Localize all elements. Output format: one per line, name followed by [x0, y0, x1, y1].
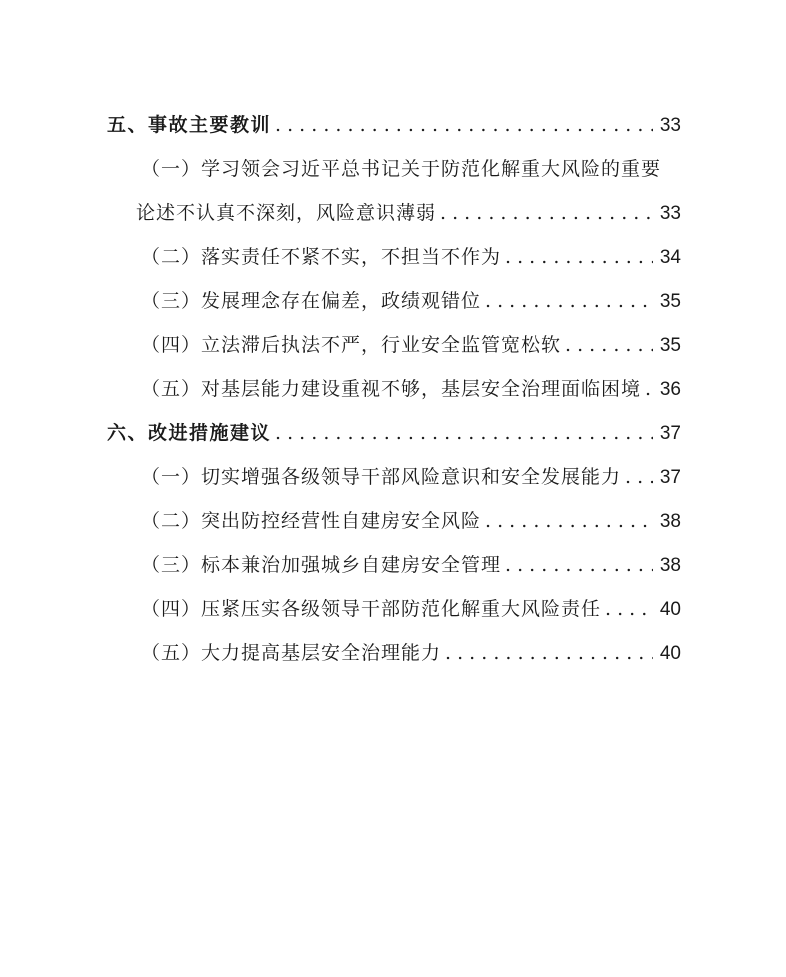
dot-leader — [275, 418, 653, 448]
toc-entry-6-3[interactable] — [141, 550, 681, 580]
toc-page-number: 37 — [659, 467, 681, 488]
dot-leader — [645, 374, 653, 404]
dot-leader — [275, 110, 653, 140]
toc-entry-6-2[interactable] — [141, 506, 681, 536]
toc-item-title: （四）压紧压实各级领导干部防范化解重大风险责任 — [141, 598, 602, 620]
toc-page-number: 33 — [659, 203, 681, 224]
toc-page-number: 40 — [659, 599, 681, 620]
toc-page-number: 35 — [659, 335, 681, 356]
dot-leader — [485, 506, 653, 536]
toc-item-title-continued: 论述不认真不深刻，风险意识薄弱 — [136, 202, 437, 224]
toc-page-number: 38 — [659, 511, 681, 532]
toc-item-title: （三）发展理念存在偏差，政绩观错位 — [141, 290, 482, 312]
dot-leader — [625, 462, 653, 492]
dot-leader — [505, 550, 653, 580]
toc-page-number: 33 — [659, 115, 681, 136]
toc-section-title: 五、事故主要教训 — [107, 114, 272, 136]
toc-page-number: 38 — [659, 555, 681, 576]
toc-entry-5-1-line1[interactable] — [141, 154, 681, 184]
dot-leader — [605, 594, 653, 624]
toc-item-title: （一）切实增强各级领导干部风险意识和安全发展能力 — [141, 466, 622, 488]
toc-entry-6-1[interactable] — [141, 462, 681, 492]
toc-entry-5-3[interactable] — [141, 286, 681, 316]
dot-leader — [565, 330, 653, 360]
dot-leader — [505, 242, 653, 272]
toc-entry-5-2[interactable] — [141, 242, 681, 272]
toc-item-title: （四）立法滞后执法不严，行业安全监管宽松软 — [141, 334, 562, 356]
toc-item-title: （五）对基层能力建设重视不够，基层安全治理面临困境 — [141, 378, 642, 400]
dot-leader — [485, 286, 653, 316]
toc-page-number: 35 — [659, 291, 681, 312]
toc-entry-5-1-line2[interactable] — [136, 198, 681, 228]
toc-entry-6-4[interactable] — [141, 594, 681, 624]
dot-leader — [445, 638, 653, 668]
toc-page-number: 37 — [659, 423, 681, 444]
toc-item-title: （一）学习领会习近平总书记关于防范化解重大风险的重要 — [141, 158, 662, 180]
dot-leader — [440, 198, 653, 228]
toc-page-number: 40 — [659, 643, 681, 664]
toc-entry-section-6[interactable] — [107, 418, 681, 448]
toc-entry-section-5[interactable] — [107, 110, 681, 140]
toc-page-number: 34 — [659, 247, 681, 268]
toc-entry-5-5[interactable] — [141, 374, 681, 404]
toc-item-title: （二）落实责任不紧不实，不担当不作为 — [141, 246, 502, 268]
toc-page-number: 36 — [659, 379, 681, 400]
toc-entry-5-4[interactable] — [141, 330, 681, 360]
toc-item-title: （二）突出防控经营性自建房安全风险 — [141, 510, 482, 532]
toc-section-title: 六、改进措施建议 — [107, 422, 272, 444]
toc-entry-6-5[interactable] — [141, 638, 681, 668]
toc-item-title: （三）标本兼治加强城乡自建房安全管理 — [141, 554, 502, 576]
toc-item-title: （五）大力提高基层安全治理能力 — [141, 642, 442, 664]
